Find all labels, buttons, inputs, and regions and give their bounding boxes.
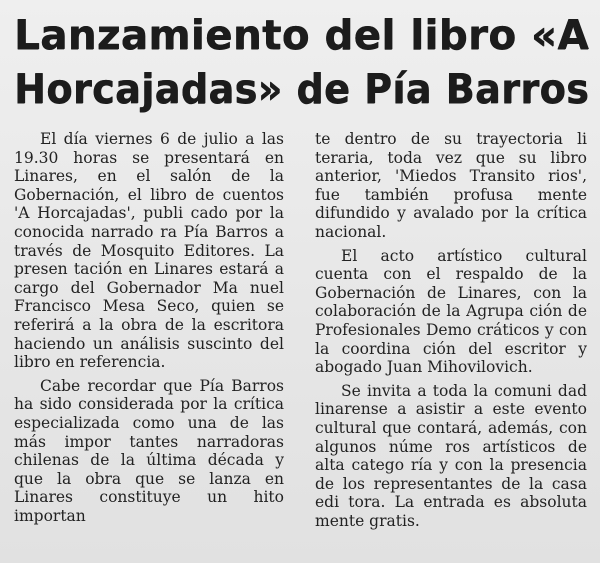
article-body	[0, 130, 600, 563]
article-paragraph: Se invita a toda la comuni dad linarense a asistir a este evento cultural que contará, además, con algunos núme ros artísticos de alta catego ría y con la presencia de los representantes de la casa edi tora. La entrada es absoluta mente gratis.	[315, 381, 587, 530]
headline-line-2: Horcajadas» de Pía Barros	[14, 65, 590, 113]
headline-line-1: Lanzamiento del libro «A	[14, 11, 590, 59]
article-column-left	[14, 130, 284, 525]
article-paragraph: El día viernes 6 de julio a las 19.30 horas se presentará en Linares, en el salón de la Gobernación, el libro de cuentos 'A Horcajadas', publi cado por la conocida narrado ra Pía Barros a través de Mosquito Editores. La presen tación en Linares estará a cargo del Gobernador Ma nuel Francisco Mesa Seco, quien se referirá a la obra de la escritora haciendo un análisis suscinto del libro en referencia.	[14, 130, 284, 372]
article-paragraph: El acto artístico cultural cuenta con el respaldo de la Gobernación de Linares, con la colaboración de la Agrupa ción de Profesionales Demo cráticos y con la coordina ción del escritor y abogado Juan Mihovilovich.	[315, 246, 587, 377]
article-column-right	[315, 130, 587, 530]
article-paragraph: Cabe recordar que Pía Barros ha sido considerada por la crítica especializada como una de las más impor tantes narradoras chilenas de la última década y que la obra que se lanza en Linares constituye un hito importan	[14, 376, 284, 525]
article-paragraph-continued: te dentro de su trayectoria li teraria, toda vez que su libro anterior, 'Miedos Transito rios', fue también profusa mente difundido y avalado por la crítica nacional.	[315, 130, 587, 241]
headline	[14, 8, 589, 116]
